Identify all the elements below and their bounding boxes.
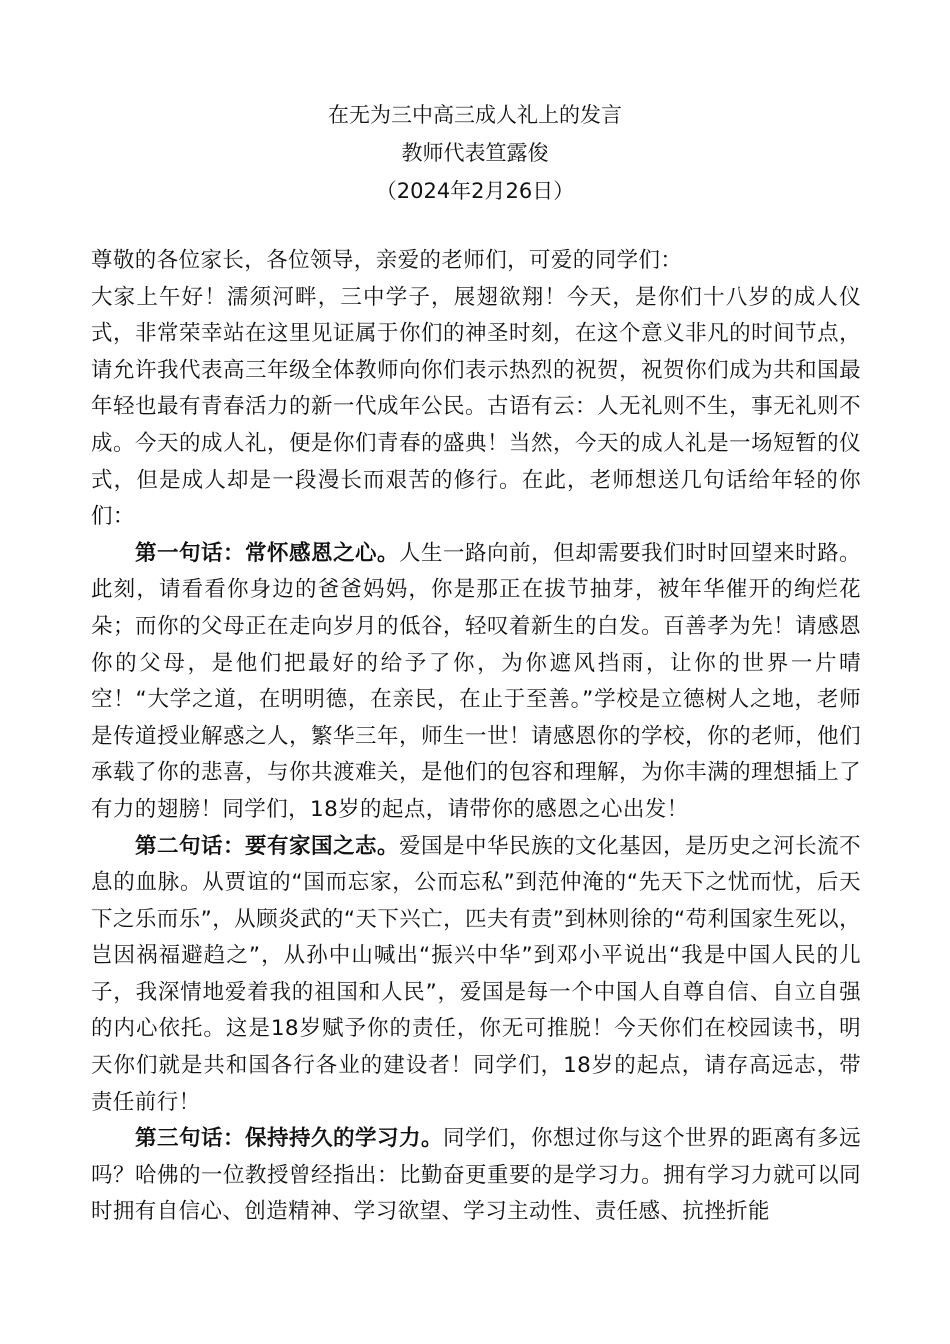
greeting-paragraph: 尊敬的各位家长，各位领导，亲爱的老师们，可爱的同学们： [91,248,683,273]
document-title: 在无为三中高三成人礼上的发言 [328,103,622,127]
section-paragraph-1 [91,536,861,829]
section-paragraph-3 [91,1121,861,1231]
section-text-2: 爱国是中华民族的文化基因，是历史之河长流不息的血脉。从贾谊的“国而忘家，公而忘私”到范仲淹的“先天下之忧而忧，后天下之乐而乐”，从顾炎武的“天下兴亡，匹夫有责”到林则徐的“苟利国家生死以，岂因祸福避趋之”，从孙中山喊出“振兴中华”到邓小平说出“我是中国人民的儿子，我深情地爱着我的祖国和人民”，爱国是每一个中国人自尊自信、自立自强的内心依托。这是18岁赋予你的责任，你无可推脱！今天你们在校园读书，明天你们就是共和国各行各业的建设者！同学们，18岁的起点，请存高远志，带责任前行！ [91,833,861,1115]
document-author: 教师代表笪露俊 [401,141,549,165]
document-body [91,243,861,1231]
intro-paragraph: 大家上午好！濡须河畔，三中学子，展翅欲翔！今天，是你们十八岁的成人仪式，非常荣幸站在这里见证属于你们的神圣时刻，在这个意义非凡的时间节点，请允许我代表高三年级全体教师向你们表示热烈的祝贺，祝贺你们成为共和国最年轻也最有青春活力的新一代成年公民。古语有云：人无礼则不生，事无礼则不成。今天的成人礼，便是你们青春的盛典！当然，今天的成人礼是一场短暂的仪式，但是成人却是一段漫长而艰苦的修行。在此，老师想送几句话给年轻的你们： [91,284,861,530]
document-header [0,96,950,210]
section-heading-3: 第三句话：保持持久的学习力。 [135,1126,444,1152]
section-paragraph-2 [91,829,861,1122]
section-heading-1: 第一句话：常怀感恩之心。 [135,540,400,566]
section-text-1: 人生一路向前，但却需要我们时时回望来时路。此刻，请看看你身边的爸爸妈妈，你是那正在拔节抽芽，被年华催开的绚烂花朵；而你的父母正在走向岁月的低谷，轻叹着新生的白发。百善孝为先！请感恩你的父母，是他们把最好的给予了你，为你遮风挡雨，让你的世界一片晴空！“大学之道，在明明德，在亲民，在止于至善。”学校是立德树人之地，老师是传道授业解惑之人，繁华三年，师生一世！请感恩你的学校，你的老师，他们承载了你的悲喜，与你共渡难关，是他们的包容和理解，为你丰满的理想插上了有力的翅膀！同学们，18岁的起点，请带你的感恩之心出发！ [91,540,861,822]
document-date: （2024年2月26日） [375,179,575,203]
section-text-3: 同学们，你想过你与这个世界的距离有多远吗？哈佛的一位教授曾经指出：比勤奋更重要的是学习力。拥有学习力就可以同时拥有自信心、创造精神、学习欲望、学习主动性、责任感、抗挫折能 [91,1126,861,1225]
section-heading-2: 第二句话：要有家国之志。 [135,833,400,859]
